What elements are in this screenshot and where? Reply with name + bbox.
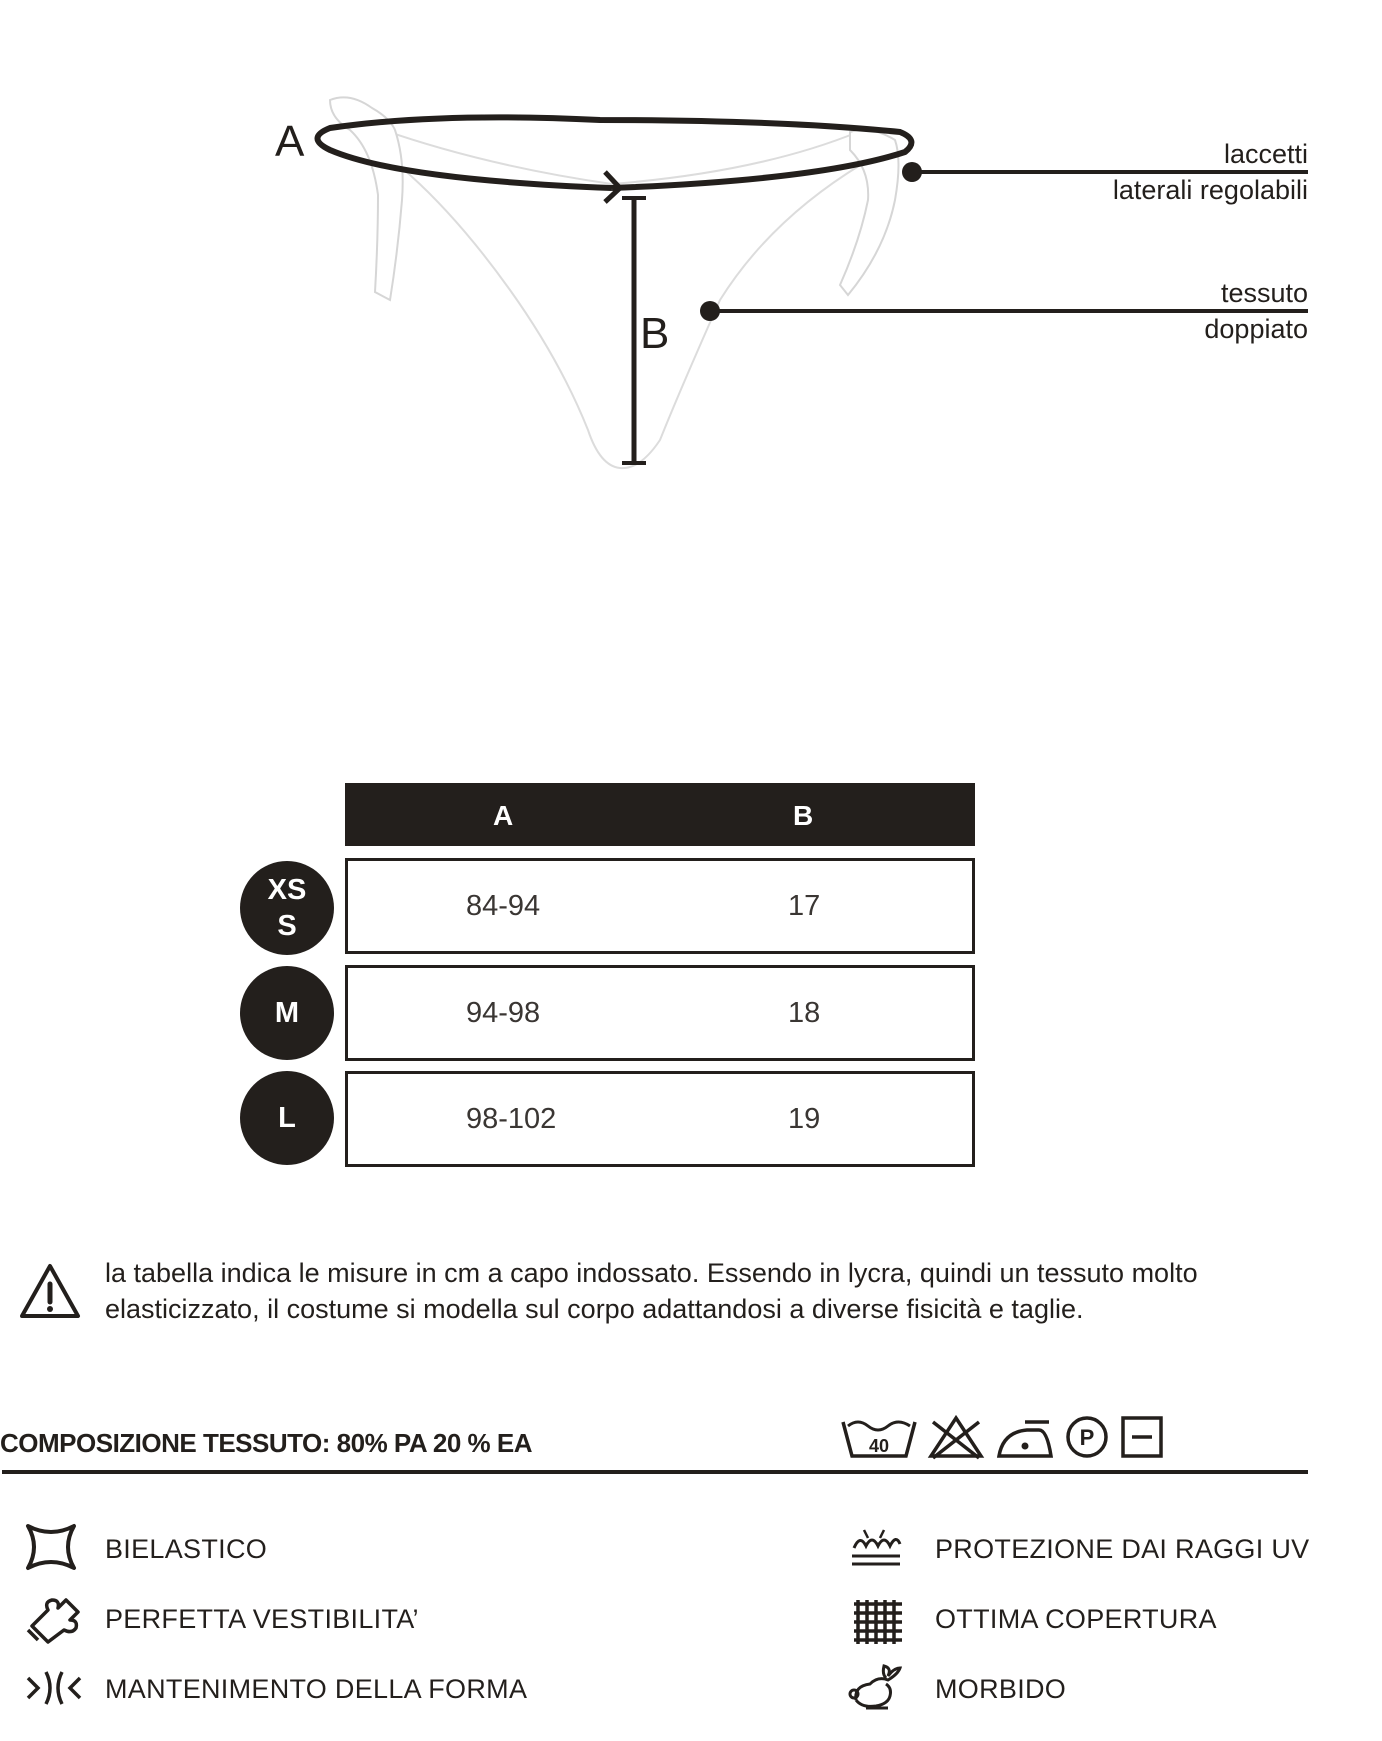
iron-low-icon: [995, 1412, 1055, 1460]
size-badge-m: [240, 966, 334, 1060]
flat-dry-icon: [1120, 1412, 1166, 1460]
cell-a: 84-94: [466, 890, 541, 922]
feature-label: MORBIDO: [935, 1674, 1067, 1704]
cell-b: 17: [788, 890, 821, 922]
bikini-diagram: [0, 0, 1382, 520]
cell-b: 19: [788, 1103, 821, 1135]
dry-clean-letter: P: [1079, 1425, 1095, 1450]
no-bleach-icon: [927, 1412, 985, 1460]
size-label: L: [278, 1102, 296, 1134]
size-label: XS: [267, 874, 307, 906]
note-line1: la tabella indica le misure in cm a capo indossato. Essendo in lycra, quindi un tessuto molto: [105, 1258, 1198, 1288]
feature-label: PROTEZIONE DAI RAGGI UV: [935, 1534, 1310, 1564]
coverage-grid-icon: [852, 1598, 904, 1644]
size-label: S: [277, 910, 297, 942]
table-row: [345, 965, 975, 1061]
rabbit-soft-icon: [848, 1664, 904, 1710]
cell-a: 94-98: [466, 997, 541, 1029]
size-label: M: [274, 997, 300, 1029]
callout-fabric-line1: tessuto: [1220, 278, 1308, 308]
callout-laces-line1: laccetti: [1223, 139, 1308, 169]
feature-label: BIELASTICO: [105, 1534, 268, 1564]
size-note: [105, 1255, 1305, 1327]
label-b: B: [640, 309, 670, 358]
table-row: [345, 858, 975, 954]
feature-label: PERFETTA VESTIBILITA’: [105, 1604, 419, 1634]
size-badge-l: [240, 1071, 334, 1165]
feature-label: OTTIMA COPERTURA: [935, 1604, 1217, 1634]
size-table-header: [345, 783, 975, 846]
fabric-composition: COMPOSIZIONE TESSUTO: 80% PA 20 % EA: [0, 1428, 532, 1458]
cell-b: 18: [788, 997, 821, 1029]
wash-temp: 40: [868, 1436, 890, 1456]
label-a: A: [275, 117, 305, 166]
puzzle-fit-icon: [24, 1590, 84, 1644]
shape-retention-icon: [24, 1666, 84, 1710]
bikini-bottom-illustration: [330, 97, 899, 468]
size-badge-xs-s: [240, 861, 334, 955]
stretch-icon: [24, 1522, 78, 1572]
header-b: B: [793, 800, 814, 831]
warning-triangle-icon: [18, 1262, 82, 1320]
callout-fabric: [1204, 275, 1308, 347]
callout-laces-line2: laterali regolabili: [1112, 175, 1308, 205]
uv-protection-icon: [848, 1526, 904, 1570]
cell-a: 98-102: [466, 1103, 557, 1135]
section-divider: [2, 1470, 1308, 1474]
feature-label: MANTENIMENTO DELLA FORMA: [105, 1674, 528, 1704]
table-row: [345, 1071, 975, 1167]
dry-clean-p-icon: [1064, 1412, 1110, 1460]
callout-laces: [1113, 136, 1308, 208]
wash-40-icon: [840, 1412, 918, 1460]
note-line2: elasticizzato, il costume si modella sul corpo adattandosi a diverse fisicità e taglie.: [105, 1294, 1084, 1324]
callout-fabric-line2: doppiato: [1204, 314, 1308, 344]
header-a: A: [493, 800, 514, 831]
